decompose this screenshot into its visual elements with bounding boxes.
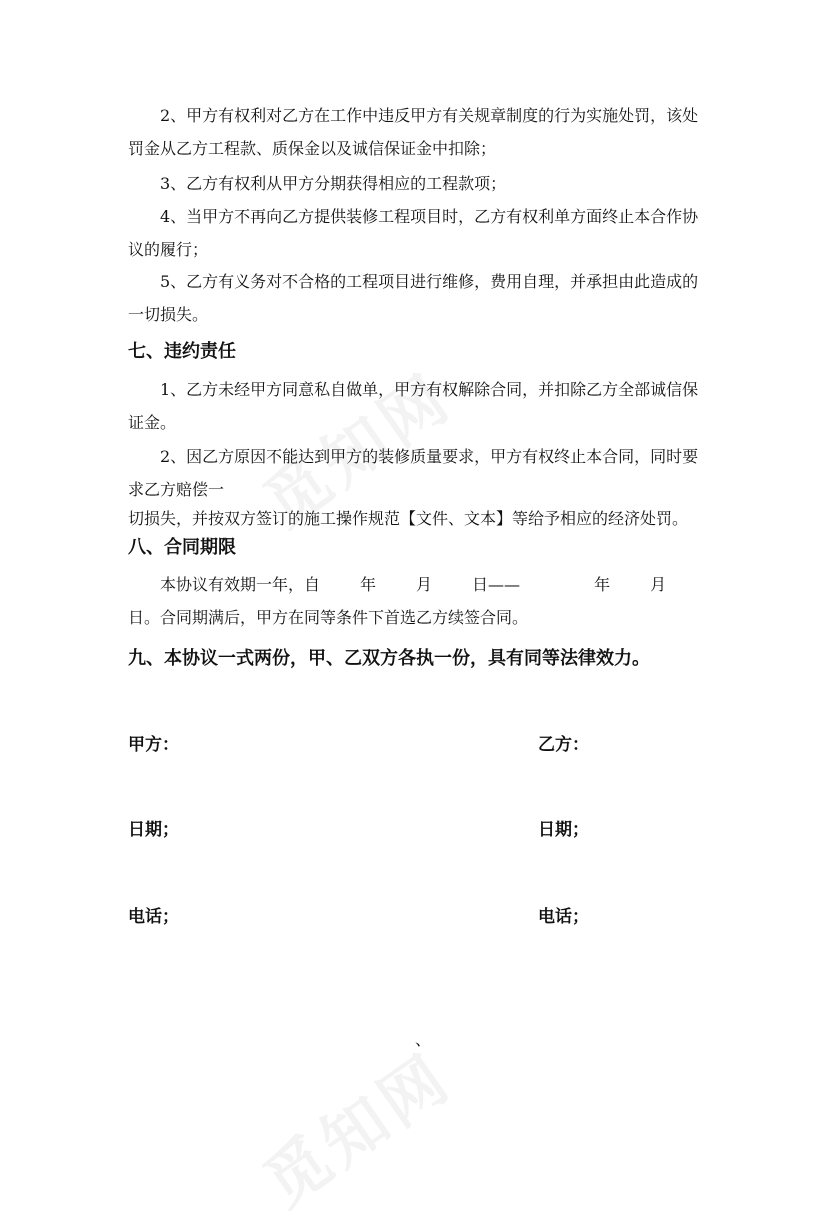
section-7-item-2-continued: 切损失，并按双方签订的施工操作规范【文件、文本】等给予相应的经济处罚。 [128,509,689,528]
footer-mark: 、 [415,1030,432,1049]
section-9-heading: 九、本协议一式两份，甲、乙双方各执一份，具有同等法律效力。 [128,648,650,669]
section-7-heading: 七、违约责任 [128,341,236,362]
section-7-item-1: 1、乙方未经甲方同意私自做单，甲方有权解除合同，并扣除乙方全部诚信保证金。 [128,380,699,432]
section-7-item-2: 2、因乙方原因不能达到甲方的装修质量要求，甲方有权终止本合同，同时要求乙方赔偿一 [128,447,699,499]
clause-3: 3、乙方有权利从甲方分期获得相应的工程款项； [160,174,507,193]
term-month-end: 月 [650,575,667,594]
term-year-end: 年 [594,575,611,594]
clause-4: 4、当甲方不再向乙方提供装修工程项目时，乙方有权利单方面终止本合作协议的履行； [128,207,699,259]
contract-term-text [128,568,708,634]
party-b-phone-label: 电话； [538,907,589,927]
section-8-heading: 八、合同期限 [128,537,236,558]
term-year-start: 年 [360,575,377,594]
term-month-start: 月 [416,575,433,594]
term-day-end: 日。合同期满后，甲方在同等条件下首选乙方续签合同。 [128,608,529,627]
party-a-label: 甲方： [128,735,179,755]
term-day-start: 日—— [472,575,521,594]
clause-5: 5、乙方有义务对不合格的工程项目进行维修，费用自理，并承担由此造成的一切损失。 [128,272,699,324]
clause-2: 2、甲方有权利对乙方在工作中违反甲方有关规章制度的行为实施处罚，该处罚金从乙方工程款、质保金以及诚信保证金中扣除； [128,106,699,158]
party-a-phone-label: 电话； [128,907,179,927]
party-b-label: 乙方： [538,735,589,755]
party-a-date-label: 日期； [128,820,179,840]
watermark [243,1028,468,1224]
party-b-date-label: 日期； [538,820,589,840]
term-text-start: 本协议有效期一年，自 [160,575,321,594]
